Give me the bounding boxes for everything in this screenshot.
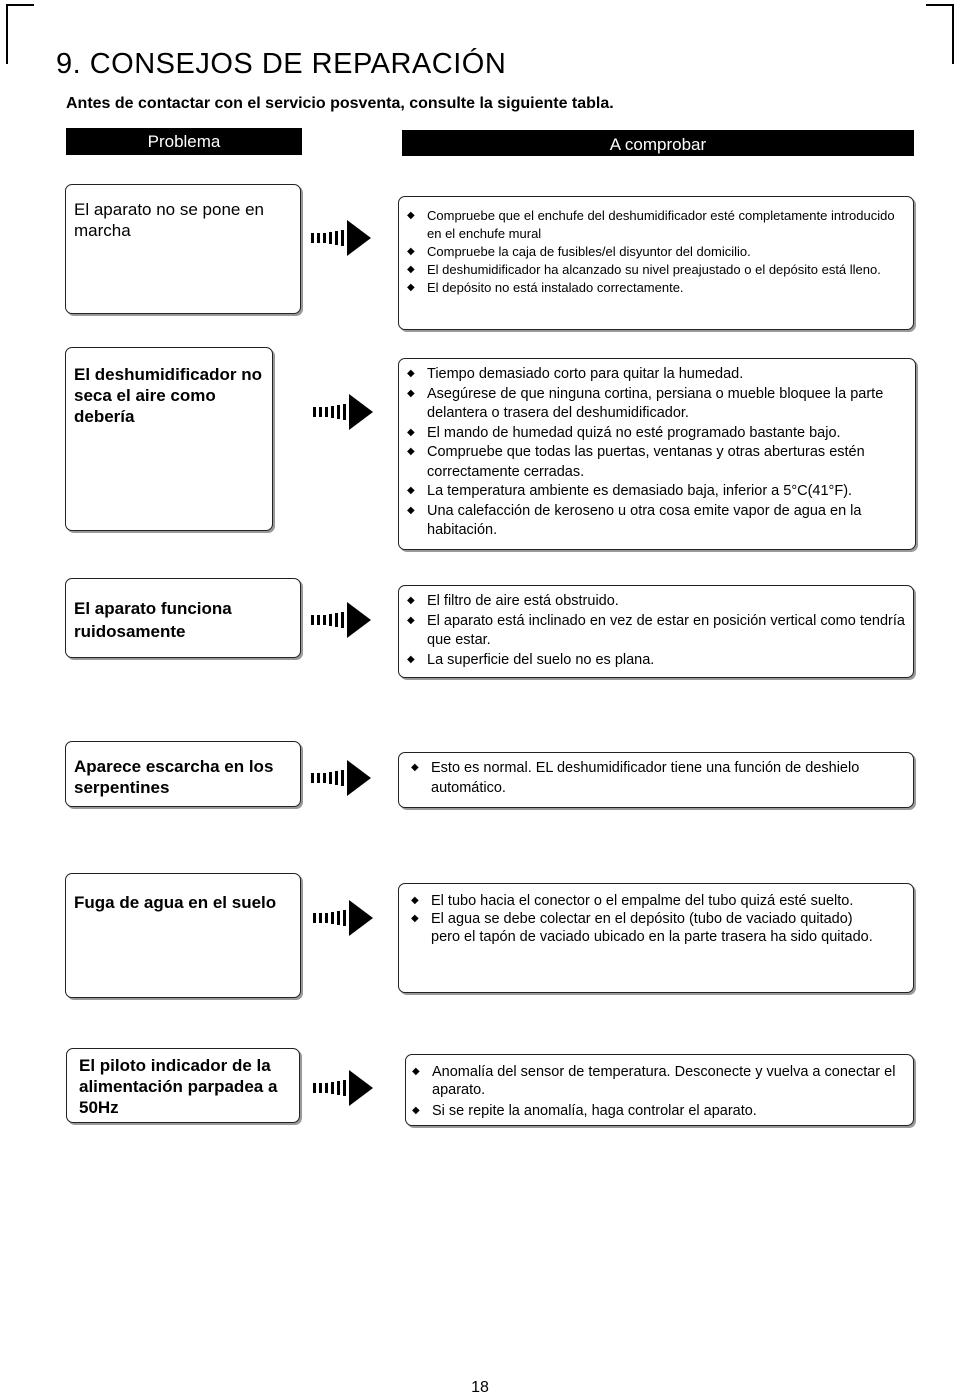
- check-text: Tiempo demasiado corto para quitar la humedad.: [427, 366, 744, 382]
- list-item: [407, 207, 905, 243]
- page-title: 9. CONSEJOS DE REPARACIÓN: [56, 48, 507, 80]
- arrow-right-icon: [310, 758, 372, 798]
- check-text: Compruebe que todas las puertas, ventanas y otras aberturas estén correctamente cerradas.: [427, 444, 865, 480]
- list-item: [407, 502, 907, 541]
- diamond-bullet-icon: ◆: [407, 504, 415, 516]
- check-box: [405, 1054, 914, 1126]
- diamond-bullet-icon: ◆: [407, 426, 415, 438]
- check-box: [398, 752, 914, 808]
- check-text: El aparato está inclinado en vez de estar en posición vertical como tendría que estar.: [427, 612, 905, 648]
- check-list: [406, 1055, 913, 1120]
- check-text: El depósito no está instalado correctamente.: [427, 280, 684, 295]
- list-item: [407, 279, 905, 297]
- check-box: [398, 585, 914, 678]
- list-item: [407, 365, 907, 385]
- diamond-bullet-icon: ◆: [407, 210, 415, 221]
- diamond-bullet-icon: ◆: [411, 913, 419, 924]
- check-list: [399, 359, 915, 541]
- check-text: La superficie del suelo no es plana.: [427, 651, 655, 668]
- header-problem: Problema: [66, 128, 302, 155]
- problem-text: El piloto indicador de la alimentación parpadea a 50Hz: [79, 1056, 278, 1117]
- check-list: [399, 884, 913, 946]
- list-item: [411, 910, 877, 946]
- list-item: [407, 424, 907, 444]
- problem-box: [65, 578, 301, 658]
- list-item: [407, 592, 905, 612]
- problem-text: Fuga de agua en el suelo: [74, 893, 277, 912]
- diamond-bullet-icon: ◆: [411, 762, 419, 773]
- problem-box: [65, 184, 301, 314]
- check-text: El agua se debe colectar en el depósito (tubo de vaciado quitado) pero el tapón de vaciado ubicado en la parte trasera ha sido quitado.: [431, 911, 873, 945]
- check-text: El filtro de aire está obstruido.: [427, 593, 619, 609]
- list-item: [411, 759, 873, 798]
- check-box: [398, 883, 914, 993]
- list-item: [407, 651, 905, 671]
- arrow-right-icon: [312, 898, 374, 938]
- check-text: Compruebe que el enchufe del deshumidificador esté completamente introducido en el enchufe mural: [427, 208, 895, 241]
- check-text: Asegúrese de que ninguna cortina, persiana o mueble bloquee la parte delantera o trasera del deshumidificador.: [427, 385, 884, 421]
- check-box: [398, 196, 914, 330]
- check-list: [399, 586, 913, 670]
- diamond-bullet-icon: ◆: [407, 485, 415, 496]
- diamond-bullet-icon: ◆: [412, 1066, 420, 1077]
- list-item: [407, 243, 905, 261]
- diamond-bullet-icon: ◆: [411, 895, 419, 906]
- check-text: El tubo hacia el conector o el empalme del tubo quizá esté suelto.: [431, 893, 854, 909]
- diamond-bullet-icon: ◆: [407, 595, 415, 606]
- list-item: [411, 892, 877, 910]
- check-list: [399, 753, 913, 798]
- list-item: [412, 1102, 905, 1120]
- problem-text: Aparece escarcha en los serpentines: [74, 757, 274, 797]
- check-text: La temperatura ambiente es demasiado baja, inferior a 5°C(41°F).: [427, 483, 853, 499]
- check-text: Esto es normal. EL deshumidificador tiene una función de deshielo automático.: [431, 760, 860, 796]
- problem-box: [65, 347, 273, 531]
- crop-mark-top-left-h: [6, 4, 34, 6]
- diamond-bullet-icon: ◆: [407, 446, 415, 457]
- diamond-bullet-icon: ◆: [412, 1105, 420, 1116]
- problem-text: El aparato no se pone en marcha: [74, 200, 264, 240]
- problem-box: [65, 741, 301, 807]
- list-item: [407, 482, 907, 502]
- diamond-bullet-icon: ◆: [407, 387, 415, 399]
- check-text: Una calefacción de keroseno u otra cosa emite vapor de agua en la habitación.: [427, 502, 862, 538]
- arrow-right-icon: [310, 600, 372, 640]
- list-item: [407, 612, 905, 651]
- check-box: [398, 358, 916, 550]
- problem-box: [66, 1048, 300, 1123]
- arrow-right-icon: [312, 392, 374, 432]
- check-text: Si se repite la anomalía, haga controlar el aparato.: [432, 1103, 757, 1119]
- problem-text: El deshumidificador no seca el aire como debería: [74, 365, 262, 426]
- check-text: El mando de humedad quizá no esté programado bastante bajo.: [427, 424, 841, 441]
- check-text: El deshumidificador ha alcanzado su nivel preajustado o el depósito está lleno.: [427, 262, 881, 277]
- crop-mark-top-right-v: [952, 4, 954, 64]
- diamond-bullet-icon: ◆: [407, 614, 415, 626]
- problem-text: El aparato funciona ruidosamente: [74, 599, 232, 641]
- diamond-bullet-icon: ◆: [407, 282, 415, 293]
- arrow-right-icon: [312, 1068, 374, 1108]
- problem-box: [65, 873, 301, 998]
- check-text: Anomalía del sensor de temperatura. Desconecte y vuelva a conectar el aparato.: [432, 1064, 896, 1098]
- diamond-bullet-icon: ◆: [407, 246, 415, 257]
- header-check: A comprobar: [402, 130, 914, 156]
- arrow-right-icon: [310, 218, 372, 258]
- crop-mark-top-right-h: [926, 4, 954, 6]
- check-text: Compruebe la caja de fusibles/el disyuntor del domicilio.: [427, 244, 751, 259]
- page-number: 18: [471, 1379, 489, 1396]
- check-list: [399, 197, 913, 297]
- diamond-bullet-icon: ◆: [407, 368, 415, 379]
- page-subtitle: Antes de contactar con el servicio posventa, consulte la siguiente tabla.: [66, 95, 614, 112]
- list-item: [407, 443, 907, 482]
- list-item: [407, 385, 907, 424]
- diamond-bullet-icon: ◆: [407, 653, 415, 665]
- list-item: [407, 261, 905, 279]
- list-item: [412, 1063, 905, 1099]
- diamond-bullet-icon: ◆: [407, 264, 415, 275]
- crop-mark-top-left-v: [6, 4, 8, 64]
